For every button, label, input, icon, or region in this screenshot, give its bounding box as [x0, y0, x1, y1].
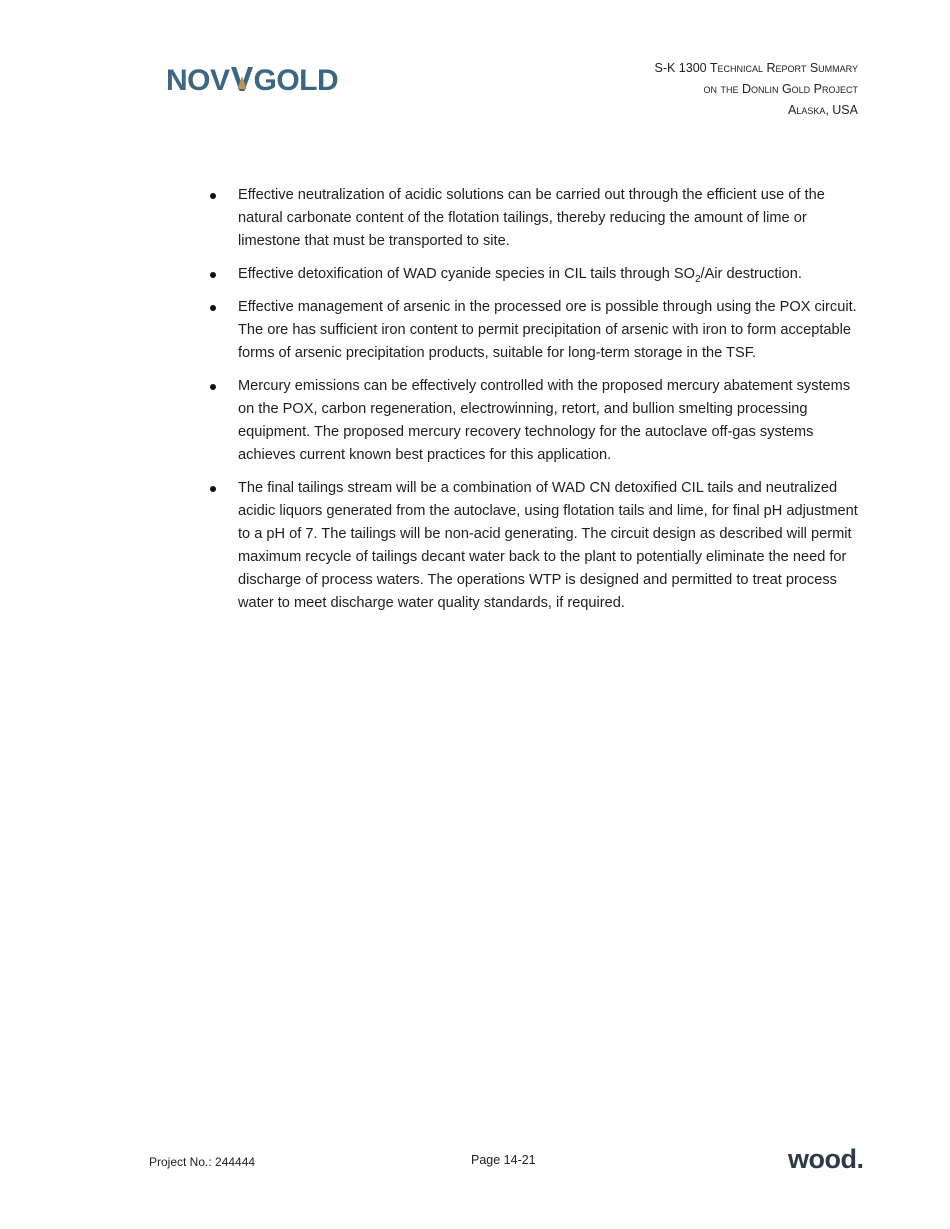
bullet-text: Effective neutralization of acidic solutions can be carried out through the efficient use of the natural carbonate content of the flotation tailings, thereby reducing the amount of lime or limestone that must be transported to site.: [238, 187, 825, 249]
page-number: Page 14-21: [471, 1153, 536, 1167]
header-title-line1: S-K 1300 Technical Report Summary: [654, 61, 858, 75]
bullet-dot-icon: [210, 193, 216, 199]
bullet-text-part1: Effective detoxification of WAD cyanide species in CIL tails through SO: [238, 266, 695, 282]
bullet-text: Mercury emissions can be effectively controlled with the proposed mercury abatement systems on the POX, carbon regeneration, electrowinning, retort, and bullion smelting processing equipment. The proposed mercury recovery technology for the autoclave off-gas systems achieves current known best practices for this application.: [238, 378, 851, 463]
bullet-item: [208, 263, 870, 286]
logo-a-triangle-icon: [231, 66, 253, 92]
bullet-text: Effective management of arsenic in the processed ore is possible through using the POX circuit. The ore has sufficient iron content to permit precipitation of arsenic with iron to form acceptable forms of arsenic precipitation products, suitable for long-term storage in the TSF.: [238, 299, 857, 361]
project-number: Project No.: 244444: [149, 1155, 256, 1169]
header-title-line3: Alaska, USA: [787, 103, 858, 117]
bullet-item: [208, 477, 870, 615]
bullet-dot-icon: [210, 384, 216, 390]
report-header: [655, 58, 859, 121]
bullet-text: The final tailings stream will be a combination of WAD CN detoxified CIL tails and neutralized acidic liquors generated from the autoclave, using flotation tails and lime, for final pH adjustment to a pH of 7. The tailings will be non-acid generating. The circuit design as described will permit maximum recycle of tailings decant water back to the plant to potentially eliminate the need for discharge of process waters. The operations WTP is designed and permitted to treat process water to meet discharge water quality standards, if required.: [238, 480, 858, 611]
bullet-text-part2: /Air destruction.: [700, 266, 802, 282]
bullet-item: [208, 296, 870, 365]
novagold-logo: [166, 64, 338, 98]
bullet-item: [208, 375, 870, 467]
bullet-dot-icon: [210, 305, 216, 311]
bullet-dot-icon: [210, 272, 216, 278]
wood-logo: wood.: [788, 1144, 864, 1174]
header-title-line2: on the Donlin Gold Project: [703, 82, 858, 96]
bullet-dot-icon: [210, 486, 216, 492]
novagold-logo-text: NOV GOLD: [166, 64, 339, 97]
body-content: [208, 184, 870, 625]
bullet-item: [208, 184, 870, 253]
bullet-subscript: 2: [694, 273, 701, 285]
bullet-list: [208, 184, 870, 615]
